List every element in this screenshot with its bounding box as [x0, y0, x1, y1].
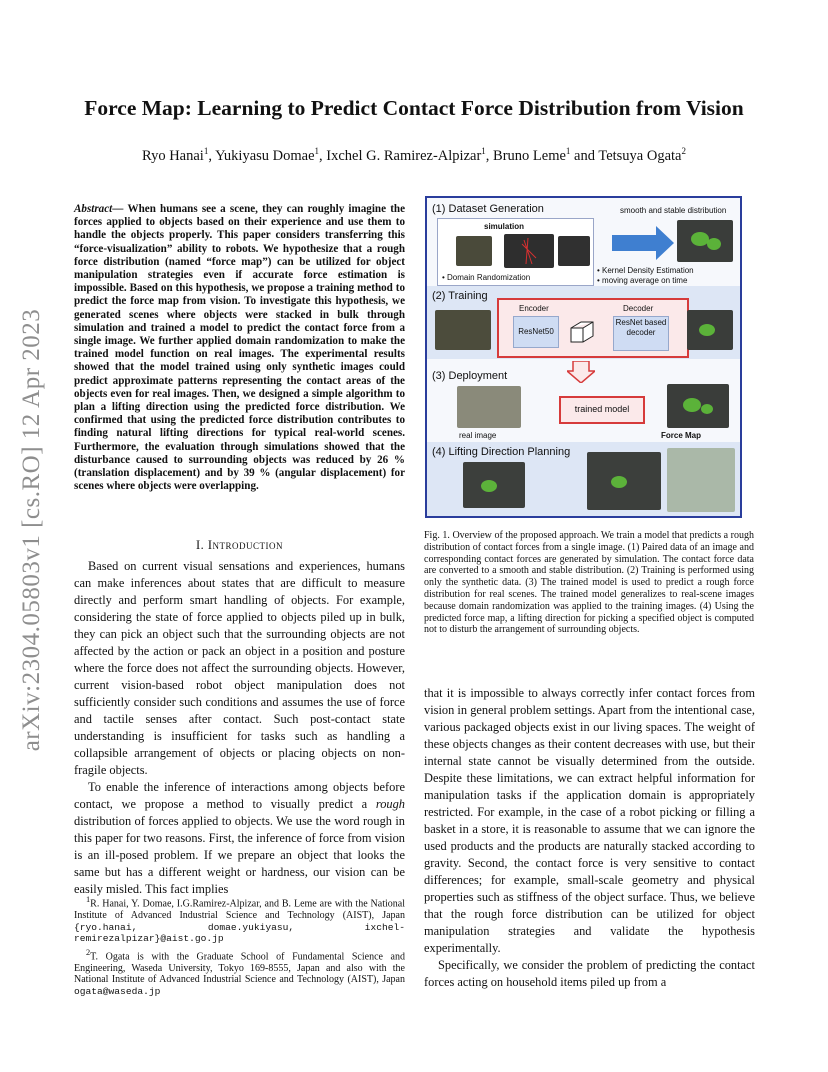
- footnote-1: $^1$R. Hanai, Y. Domae, I.G.Ramirez-Alpizar, and B. Leme are with the National Institute of Advanced Industrial Science and Technology (AIST), Japan {ryo.hanai, domae.yukiyasu, ixchel-remirezalpizar}@aist.go.jp: [74, 895, 405, 945]
- real-image-thumb: [457, 386, 521, 428]
- section-heading-text: I. Introduction: [196, 538, 283, 552]
- decoder-box: ResNet based decoder: [613, 316, 669, 351]
- author-affiliation: 2: [681, 146, 686, 156]
- footnote-1-emails[interactable]: {ryo.hanai, domae.yukiyasu, ixchel-remirezalpizar}@aist.go.jp: [74, 921, 405, 945]
- simulation-label: simulation: [484, 222, 525, 231]
- author-name: Yukiyasu Domae: [215, 147, 315, 164]
- force-dist-thumb: [677, 220, 733, 262]
- sim-wireframe-thumb: [504, 234, 554, 268]
- author-name: Ixchel G. Ramirez-Alpizar: [326, 147, 482, 164]
- train-force-thumb: [687, 310, 733, 350]
- lift-scene-2: [587, 452, 661, 510]
- smooth-label: smooth and stable distribution: [620, 206, 727, 215]
- author-list: Ryo Hanai$^1$, Yukiyasu Domae$^1$, Ixchel G. Ramirez-Alpizar$^1$, Bruno Leme$^1$ and Tetsuya Ogata$^2$: [142, 146, 686, 164]
- author-affiliation: 1: [314, 146, 320, 156]
- model-box: [497, 298, 689, 358]
- wireframe-icon: [504, 234, 554, 268]
- fig-s4-title: (4) Lifting Direction Planning: [432, 446, 571, 458]
- overview-figure: [425, 196, 742, 518]
- decoder-label: Decoder: [623, 304, 654, 313]
- right-arrow-icon: [612, 226, 674, 260]
- paper-title: Force Map: Learning to Predict Contact Force Distribution from Vision: [84, 96, 744, 120]
- section-heading: [74, 538, 405, 553]
- paragraph: Specifically, we consider the problem of predicting the contact forces acting on household items piled up from a: [424, 958, 755, 989]
- fig-s2-title: (2) Training: [432, 290, 488, 302]
- author-name: Bruno Leme: [493, 147, 566, 164]
- paragraph: that it is impossible to always correctly infer contact forces from vision in general problem settings. Apart from the intentional case, various packaged objects exist in our living spaces. The weight of these objects changes as their content decreases with use, but their internal state cannot be visually determined from the outside. Despite these limitations, we can extract helpful information for manipulation tasks if the application domain is appropriately restricted. For example, in the case of a robot picking or filling a basket in a store, it is reasonable to assume that we can ignore the used products and the products are naturally stacked according to gravity. Second, the contact force is very sensitive to contact differences; for example, small-scale geometry and physical properties such as stiffness of the object surface. Thus, we believe that the rough force distribution can be utilized for object manipulation strategies and validate the hypothesis experimentally.: [424, 686, 755, 955]
- paragraph: Based on current visual sensations and experiences, humans can make inferences about states that are difficult to measure directly and perform smart handling of objects. For example, considering the state of force applied to objects piled up in bulk, they can pick an object such that the surrounding objects are not affected by the action or pack an object in a position and posture where the force does not affect the surrounding objects. However, current vision-based robot object manipulation does not sufficiently consider such conditions and assumes the use of force and tactile senses after contact. Such post-contact state understanding is insufficient for tasks such as handling a collapsible arrangement of objects or placing objects on non-fragile objects.: [74, 559, 405, 777]
- encoder-label: Encoder: [519, 304, 549, 313]
- resnet50-box: ResNet50: [513, 316, 559, 348]
- trained-model-box: trained model: [559, 396, 645, 424]
- footnote-2-email[interactable]: ogata@waseda.jp: [74, 985, 161, 997]
- arxiv-identifier: arXiv:2304.05803v1 [cs.RO] 12 Apr 2023: [18, 308, 45, 752]
- real-image-label: real image: [459, 431, 497, 440]
- kde-label: • Kernel Density Estimation: [597, 266, 694, 275]
- author-affiliation: 1: [565, 146, 571, 156]
- down-arrow-icon: [567, 361, 595, 383]
- abstract: Abstract— When humans see a scene, they can roughly imagine the forces applied to objects based on their experience and use them to handle the objects properly. This paper considers transferring this “force-visualization” ability to robots. We hypothesize that a rough force distribution (named “force map”) can be utilized for object manipulation strategies even if accurate force estimation is impossible. Based on this hypothesis, we propose a training method to predict the force map from vision. To investigate this hypothesis, we generated scenes where objects were stacked in bulk through simulation and trained a model to predict the contact force from a single image. We further applied domain randomization to make the trained model function on real images. The experimental results showed that the model trained using only synthetic images could predict approximate patterns representing the contact areas of the objects even for real images. Then, we designed a simple algorithm to plan a lifting direction using the predicted force distribution. We confirmed that using the predicted force distribution contributes to finding natural lifting directions for typical real-world scenes. Furthermore, the evaluation through simulations showed that the disturbance caused to surrounding objects was reduced by 26 % (translation displacement) and by 39 % (angular displacement) for scenes where objects were overlapping.: [74, 203, 405, 493]
- right-column-body: [424, 685, 755, 991]
- robot-photo: [667, 448, 735, 512]
- moving-avg-label: • moving average on time: [597, 276, 688, 285]
- sim-scene-thumb: [558, 236, 590, 266]
- abstract-label: Abstract: [74, 203, 113, 215]
- footnote-1-text: R. Hanai, Y. Domae, I.G.Ramirez-Alpizar, and B. Leme are with the National Institute of Advanced Industrial Science and Technology (AIST), Japan: [74, 898, 405, 921]
- paragraph: To enable the inference of interactions among objects before contact, we propose a method to visually predict a rough distribution of forces applied to objects. We use the word rough in this paper for two reasons. First, the inference of force from vision is an ill-posed problem. If we prepare an object that looks the same but has a different weight or hardness, our vision can be easily misled. This fact implies: [74, 780, 405, 896]
- abstract-text: When humans see a scene, they can roughly imagine the forces applied to objects based on their experience and use them to handle the objects properly. This paper considers transferring this “force-visualization” ability to robots. We hypothesize that a rough force distribution (named “force map”) can be utilized for object manipulation strategies even if accurate force estimation is impossible. Based on this hypothesis, we propose a training method to predict the force map from vision. To investigate this hypothesis, we generated scenes where objects were stacked in bulk through simulation and trained a model to predict the contact force from a single image. We further applied domain randomization to make the trained model function on real images. The experimental results showed that the model trained using only synthetic images could predict approximate patterns representing the contact areas of the objects even for real images. Then, we designed a simple algorithm to plan a lifting direction using the predicted force distribution. We confirmed that using the predicted force distribution contributes to finding natural lifting directions for typical real-world scenes. Furthermore, the evaluation through simulations showed that the disturbance caused to surrounding objects was reduced by 26 % (translation displacement) and by 39 % (angular displacement) for scenes where objects were overlapping.: [74, 203, 405, 493]
- simulation-box: [437, 218, 594, 286]
- fig-s1-title: (1) Dataset Generation: [432, 203, 544, 215]
- footnote-2-text: T. Ogata is with the Graduate School of Fundamental Science and Engineering, Waseda University, Tokyo 169-8555, Japan and also with the National Institute of Advanced Industrial Science and Technology (AIST), Japan: [74, 951, 405, 986]
- train-image-thumb: [435, 310, 491, 350]
- author-affiliation: 1: [203, 146, 209, 156]
- force-map-thumb: [667, 384, 729, 428]
- footnotes: [74, 894, 405, 999]
- sim-image-thumb: [456, 236, 492, 266]
- fig-s3-title: (3) Deployment: [432, 370, 508, 382]
- domain-rand-label: • Domain Randomization: [442, 273, 531, 282]
- figure-caption: Fig. 1. Overview of the proposed approach. We train a model that predicts a rough distribution of contact forces from a single image. (1) Paired data of an image and corresponding contact forces are generated by simulation. The contact force data are converted to a smooth and stable distribution. (2) Training is performed using only the synthetic data. (3) The trained model is used to predict a rough force distribution for real scenes. The trained model generalizes to real-scene images because domain randomization was applied to the training images. (4) Using the predicted force map, a lifting direction for picking a specified object is computed not to disturb the arrangement of surrounding objects.: [424, 530, 754, 636]
- footnote-2: $^2$T. Ogata is with the Graduate School of Fundamental Science and Engineering, Waseda University, Tokyo 169-8555, Japan and also with the National Institute of Advanced Industrial Science and Technology (AIST), Japan ogata@waseda.jp: [74, 947, 405, 997]
- force-map-label: Force Map: [661, 431, 702, 440]
- author-name: Ryo Hanai: [142, 147, 204, 164]
- lift-scene-1: [463, 462, 525, 508]
- left-column-body: [74, 558, 405, 898]
- latent-cube-icon: [567, 318, 597, 346]
- author-affiliation: 1: [481, 146, 486, 156]
- author-name: Tetsuya Ogata: [598, 147, 682, 164]
